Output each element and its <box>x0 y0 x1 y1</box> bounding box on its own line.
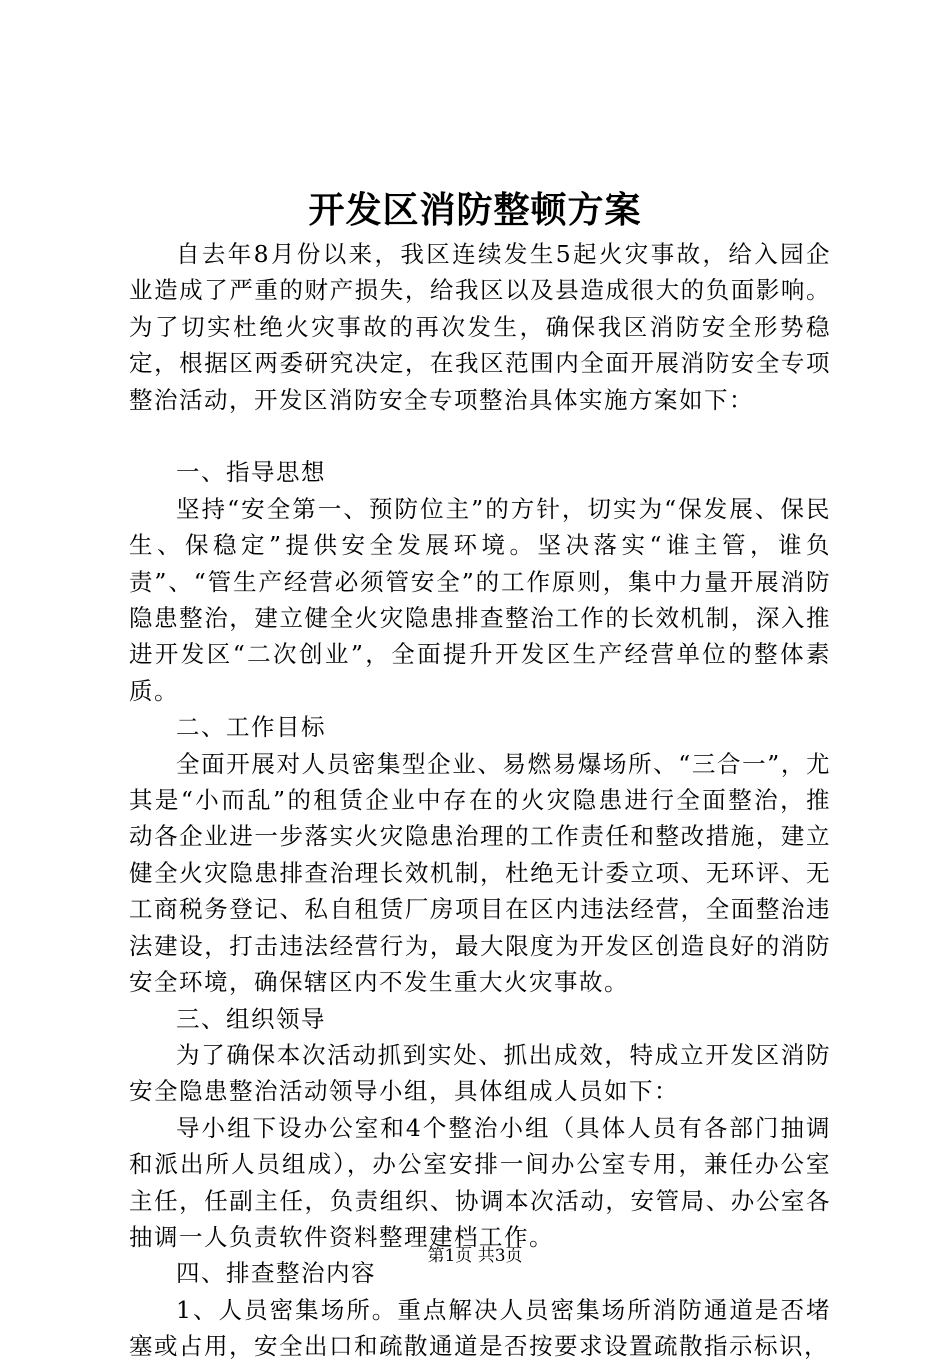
section-heading-2: 二、工作目标 <box>176 713 326 742</box>
section-4-paragraph-1: 1、人员密集场所。重点解决人员密集场所消防通道是否堵塞或占用，安全出口和疏散通道是否按要求设置疏散指示标识， <box>129 1295 831 1361</box>
section-2-paragraph-1: 全面开展对人员密集型企业、易燃易爆场所、“三合一”，尤其是“小而乱”的租赁企业中存在的火灾隐患进行全面整治，推动各企业进一步落实火灾隐患治理的工作责任和整改措施，建立健全火灾隐患排查治理长效机制，杜绝无计委立项、无环评、无工商税务登记、私自租赁厂房项目在区内违法经营，全面整治违法建设，打击违法经营行为，最大限度为开发区创造良好的消防安全环境，确保辖区内不发生重大火灾事故。 <box>129 749 831 997</box>
blank-line <box>129 418 831 454</box>
intro-paragraph: 自去年8月份以来，我区连续发生5起火灾事故，给入园企业造成了严重的财产损失，给我区以及县造成很大的负面影响。为了切实杜绝火灾事故的再次发生，确保我区消防安全形势稳定，根据区两委研究决定，在我区范围内全面开展消防安全专项整治活动，开发区消防安全专项整治具体实施方案如下： <box>129 240 831 414</box>
section-heading-4: 四、排查整治内容 <box>176 1259 376 1288</box>
page-footer: 第1页 共3页 <box>427 1246 523 1266</box>
section-1-paragraph-1: 坚持“安全第一、预防位主”的方针，切实为“保发展、保民生、保稳定”提供安全发展环境。坚决落实“谁主管，谁负责”、“管生产经营必须管安全”的工作原则，集中力量开展消防隐患整治，建立健全火灾隐患排查整治工作的长效机制，深入推进开发区“二次创业”，全面提升开发区生产经营单位的整体素质。 <box>129 494 831 705</box>
section-3-paragraph-2: 导小组下设办公室和4个整治小组（具体人员有各部门抽调和派出所人员组成），办公室安排一间办公室专用，兼任办公室主任，任副主任，负责组织、协调本次活动，安管局、办公室各抽调一人负责软件资料整理建档工作。 <box>129 1113 831 1251</box>
document-title: 开发区消防整顿方案 <box>308 189 642 231</box>
section-heading-1: 一、指导思想 <box>176 458 326 487</box>
section-3-paragraph-1: 为了确保本次活动抓到实处、抓出成效，特成立开发区消防安全隐患整治活动领导小组，具体组成人员如下： <box>129 1040 831 1106</box>
document-body <box>129 236 831 1365</box>
section-heading-3: 三、组织领导 <box>176 1004 326 1033</box>
